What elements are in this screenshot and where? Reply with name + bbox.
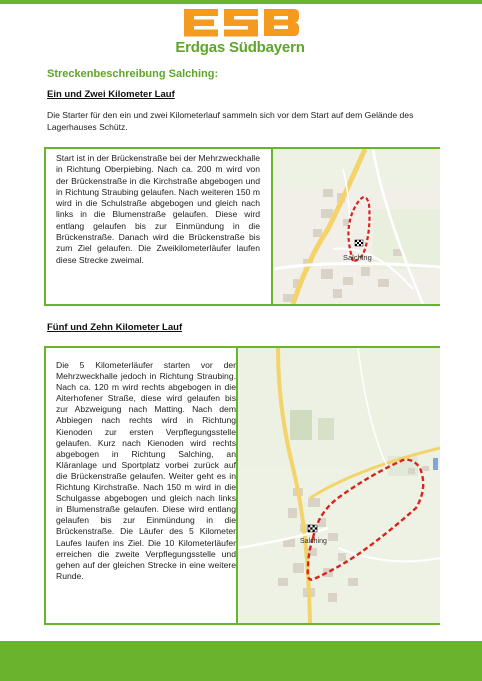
section2-description: Die 5 Kilometerläufer starten vor der Mehrzweckhalle jedoch in Richtung Straubing. Nach ca. 120 m wird rechts abgebogen in die Aiterhofener Straße, diese wird gelaufen bis zur Abzweigung nach Matting. Nach dem Abbiegen nach rechts wird in Richtung Kienoden zur ersten Verpflegungsstelle gelaufen. Kurz nach Kienoden wird rechts abgebogen in Richtung Salching, an Kläranlage und Sportplatz vorbei zurück auf die Brückenstraße gelaufen. Weiter geht es in Richtung Kirchstraße. Nach 150 m wird in die Schulgasse abgebogen und gleich nach links in Blumenstraße gelaufen. Diese wird entlang gelaufen bis zur Einmündung in die Brückenstraße. Die Läufer des 5 Kilometer Laufes laufen ins Ziel. Die 10 Kilometerläufer erreichen die zweite Verpflegungsstelle und gehen auf der gleichen Strecke in eine weitere Runde. <box>56 360 236 581</box>
top-accent-bar <box>0 0 482 4</box>
section2-route-map <box>236 348 440 623</box>
logo-wordmark: Erdgas Südbayern <box>175 39 305 56</box>
section1-heading: Ein und Zwei Kilometer Lauf <box>47 89 175 100</box>
section1-route-map <box>271 149 440 304</box>
section2-heading: Fünf und Zehn Kilometer Lauf <box>47 322 183 333</box>
section1-route-box <box>44 147 440 306</box>
map2-place-label: Salching <box>300 538 327 545</box>
section1-description: Start ist in der Brückenstraße bei der Mehrzweckhalle in Richtung Oberpiebing. Nach ca. 200 m wird von der Brückenstraße in die Kirchstraße abgebogen und in Richtung Straubing gelaufen. Nach weiteren 150 m wird in die Schulstraße abgebogen und gleich nach links in die Blumenstraße gelaufen. Diese wird entlang gelaufen bis zur Einmündung in die Brückenstraße. Danach wird die Brückenstraße bis zum Ziel gelaufen. Die Zweikilometerläufer laufen diese Strecke zweimal. <box>56 153 260 265</box>
section2-route-box <box>44 346 440 625</box>
page-title: Streckenbeschreibung Salching: <box>47 68 219 80</box>
esb-logo <box>170 8 310 60</box>
section1-intro: Die Starter für den ein und zwei Kilometerlauf sammeln sich vor dem Start auf dem Gelände des Lagerhauses Schütz. <box>47 110 414 132</box>
bottom-accent-bar <box>0 641 482 681</box>
map1-place-label: Salching <box>343 253 372 262</box>
esb-logo-mark <box>182 8 300 38</box>
